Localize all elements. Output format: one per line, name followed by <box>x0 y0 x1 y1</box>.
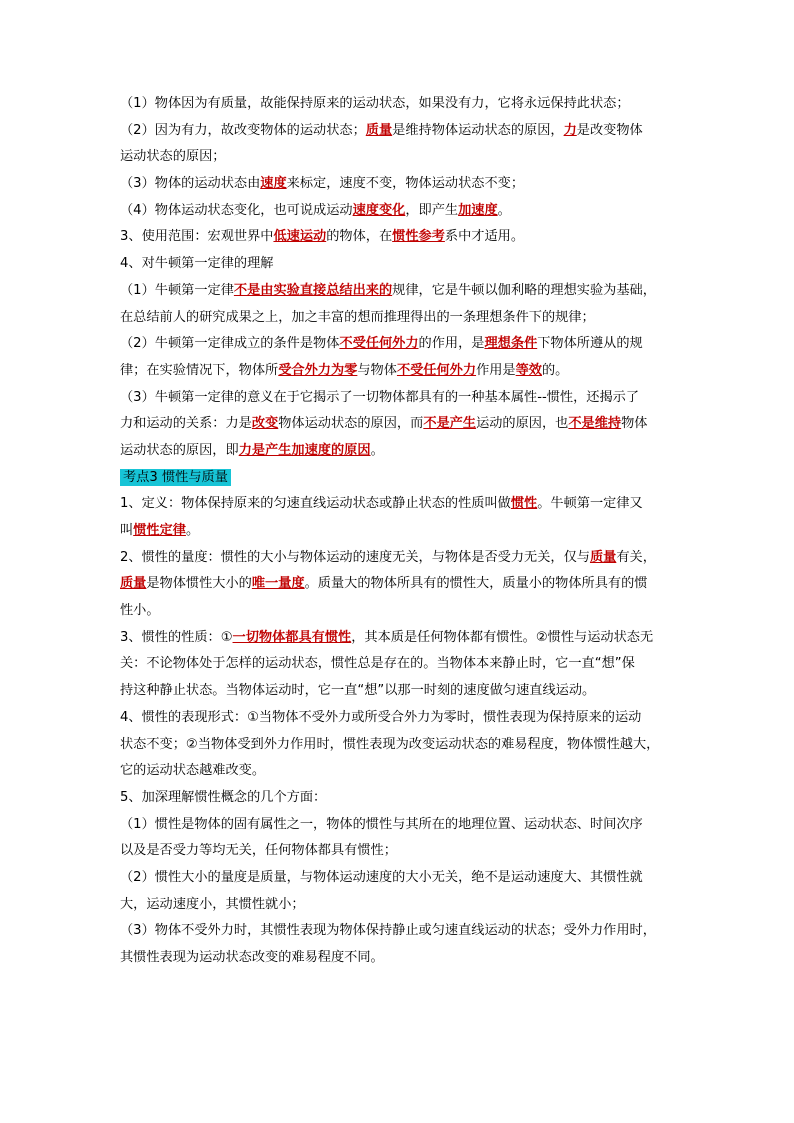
keyword-text: 低速运动 <box>273 229 327 245</box>
body-text: 。牛顿第一定律又 <box>537 496 643 512</box>
body-text: （1）物体因为有质量，故能保持原来的运动状态，如果没有力，它将永远保持此状态； <box>120 96 630 111</box>
keyword-text: 力是产生加速度的原因 <box>238 442 371 458</box>
body-text: 运动状态的原因； <box>120 149 226 165</box>
keyword-text: 力 <box>563 122 577 138</box>
body-text: 4、惯性的表现形式：①当物体不受外力或所受合外力为零时，惯性表现为保持原来的运动 <box>120 709 642 725</box>
body-text: 大，运动速度小，其惯性就小； <box>120 896 305 912</box>
body-text: （2）牛顿第一定律成立的条件是物体 <box>120 336 340 352</box>
text-line <box>120 865 680 892</box>
body-text: 。 <box>185 523 200 538</box>
body-text: 状态不变；②当物体受到外力作用时，惯性表现为改变运动状态的难易程度，物体惯性越大， <box>120 736 660 752</box>
text-line <box>120 438 680 465</box>
text-line <box>120 358 680 385</box>
text-line <box>120 892 680 919</box>
keyword-text: 质量 <box>365 122 393 138</box>
text-line <box>120 945 680 972</box>
body-text: ，其本质是任何物体都有惯性。②惯性与运动状态无 <box>351 629 654 645</box>
text-line <box>120 571 680 598</box>
text-line <box>120 118 680 145</box>
body-text: （2）因为有力，故改变物体的运动状态； <box>120 122 366 138</box>
text-line <box>120 732 680 759</box>
body-text: （4）物体运动状态变化，也可说成运动 <box>120 202 353 218</box>
text-line <box>120 465 680 492</box>
text-line <box>120 411 680 438</box>
body-text: 作用是 <box>476 362 516 378</box>
text-line <box>120 918 680 945</box>
keyword-text: 质量 <box>120 576 147 592</box>
keyword-text: 惯性 <box>510 496 538 512</box>
text-line <box>120 518 680 545</box>
keyword-text: 不是产生 <box>423 416 477 432</box>
body-text: 在总结前人的研究成果之上，加之丰富的想而推理得出的一条理想条件下的规律； <box>120 309 595 325</box>
text-line <box>120 305 680 332</box>
text-line <box>120 812 680 839</box>
text-line <box>120 331 680 358</box>
body-text: 与物体 <box>357 362 397 378</box>
body-text: 它的运动状态越难改变。 <box>120 763 266 779</box>
text-line <box>120 678 680 705</box>
keyword-text: 不是由实验直接总结出来的 <box>233 282 393 298</box>
body-text: （3）物体的运动状态由 <box>120 176 261 192</box>
body-text: 关：不论物体处于怎样的运动状态，惯性总是存在的。当物体本来静止时，它一直“想”保 <box>120 656 635 672</box>
body-text: （3）物体不受外力时，其惯性表现为物体保持静止或匀速直线运动的状态；受外力作用时， <box>120 923 656 939</box>
body-text: 是物体惯性大小的 <box>146 576 252 592</box>
text-line <box>120 224 680 251</box>
keyword-text: 受合外力为零 <box>278 362 358 378</box>
body-text: 1、定义：物体保持原来的匀速直线运动状态或静止状态的性质叫做 <box>120 496 511 512</box>
keyword-text: 速度变化 <box>352 202 406 218</box>
keyword-text: 惯性参考 <box>392 229 445 245</box>
body-text: 3、惯性的性质：① <box>120 629 233 645</box>
body-text: 物体 <box>621 416 648 432</box>
body-text: 的物体，在 <box>326 229 393 245</box>
keyword-text: 唯一量度 <box>251 576 305 592</box>
body-text: 持这种静止状态。当物体运动时，它一直“想”以那一时刻的速度做匀速直线运动。 <box>120 683 596 699</box>
body-text: 下物体所遵从的规 <box>537 336 643 352</box>
body-text: （1）牛顿第一定律 <box>120 282 234 298</box>
document-body <box>120 91 680 972</box>
body-text: 运动状态的原因，即 <box>120 442 239 458</box>
body-text: 系中才适用。 <box>444 229 525 245</box>
keyword-text: 不受任何外力 <box>339 336 419 352</box>
keyword-text: 惯性定律 <box>133 523 186 538</box>
body-text: 2、惯性的量度：惯性的大小与物体运动的速度无关，与物体是否受力无关，仅与 <box>120 549 590 565</box>
body-text: （3）牛顿第一定律的意义在于它揭示了一切物体都具有的一种基本属性--惯性，还揭示了 <box>120 389 640 405</box>
keyword-text: 不受任何外力 <box>396 362 477 378</box>
body-text: 是改变物体 <box>576 122 643 138</box>
body-text: 性小。 <box>120 603 160 619</box>
text-line <box>120 385 680 412</box>
body-text: 运动的原因，也 <box>476 416 569 432</box>
body-text: 5、加深理解惯性概念的几个方面： <box>120 789 327 805</box>
body-text: 的。 <box>542 362 569 378</box>
body-text: ，即产生 <box>405 202 459 218</box>
text-line <box>120 144 680 171</box>
keyword-text: 加速度 <box>458 202 498 218</box>
text-line <box>120 491 680 518</box>
text-line <box>120 705 680 732</box>
body-text: 力和运动的关系：力是 <box>120 416 252 432</box>
text-line <box>120 91 680 118</box>
keyword-text: 一切物体都具有惯性 <box>232 629 352 645</box>
keyword-text: 不是维持 <box>568 416 622 432</box>
section-heading: 考点3 惯性与质量 <box>120 469 231 486</box>
body-text: 是维持物体运动状态的原因， <box>392 122 564 138</box>
body-text: 。质量大的物体所具有的惯性大，质量小的物体所具有的惯 <box>304 576 648 592</box>
text-line <box>120 598 680 625</box>
keyword-text: 等效 <box>515 362 542 378</box>
keyword-text: 改变 <box>251 416 279 432</box>
body-text: 。 <box>370 442 384 458</box>
body-text: 4、对牛顿第一定律的理解 <box>120 256 274 272</box>
keyword-text: 质量 <box>589 549 617 565</box>
keyword-text: 速度 <box>260 176 287 192</box>
body-text: 规律，它是牛顿以伽利略的理想实验为基础， <box>392 282 656 298</box>
body-text: 律；在实验情况下，物体所 <box>120 362 279 378</box>
text-line <box>120 545 680 572</box>
body-text: 有关， <box>616 549 656 565</box>
body-text: 其惯性表现为运动状态改变的难易程度不同。 <box>120 950 384 965</box>
text-line <box>120 838 680 865</box>
text-line <box>120 278 680 305</box>
body-text: 以及是否受力等均无关，任何物体都具有惯性； <box>120 843 397 859</box>
keyword-text: 理想条件 <box>484 336 538 352</box>
text-line <box>120 251 680 278</box>
text-line <box>120 198 680 225</box>
text-line <box>120 171 680 198</box>
body-text: 3、使用范围：宏观世界中 <box>120 229 274 245</box>
text-line <box>120 625 680 652</box>
text-line <box>120 758 680 785</box>
body-text: 叫 <box>120 523 134 538</box>
body-text: （2）惯性大小的量度是质量，与物体运动速度的大小无关，绝不是运动速度大、其惯性就 <box>120 869 643 885</box>
body-text: 。 <box>497 202 511 218</box>
body-text: （1）惯性是物体的固有属性之一，物体的惯性与其所在的地理位置、运动状态、时间次序 <box>120 816 643 832</box>
text-line <box>120 651 680 678</box>
body-text: 的作用，是 <box>418 336 485 352</box>
body-text: 物体运动状态的原因，而 <box>278 416 424 432</box>
text-line <box>120 785 680 812</box>
body-text: 来标定，速度不变，物体运动状态不变； <box>286 176 525 192</box>
